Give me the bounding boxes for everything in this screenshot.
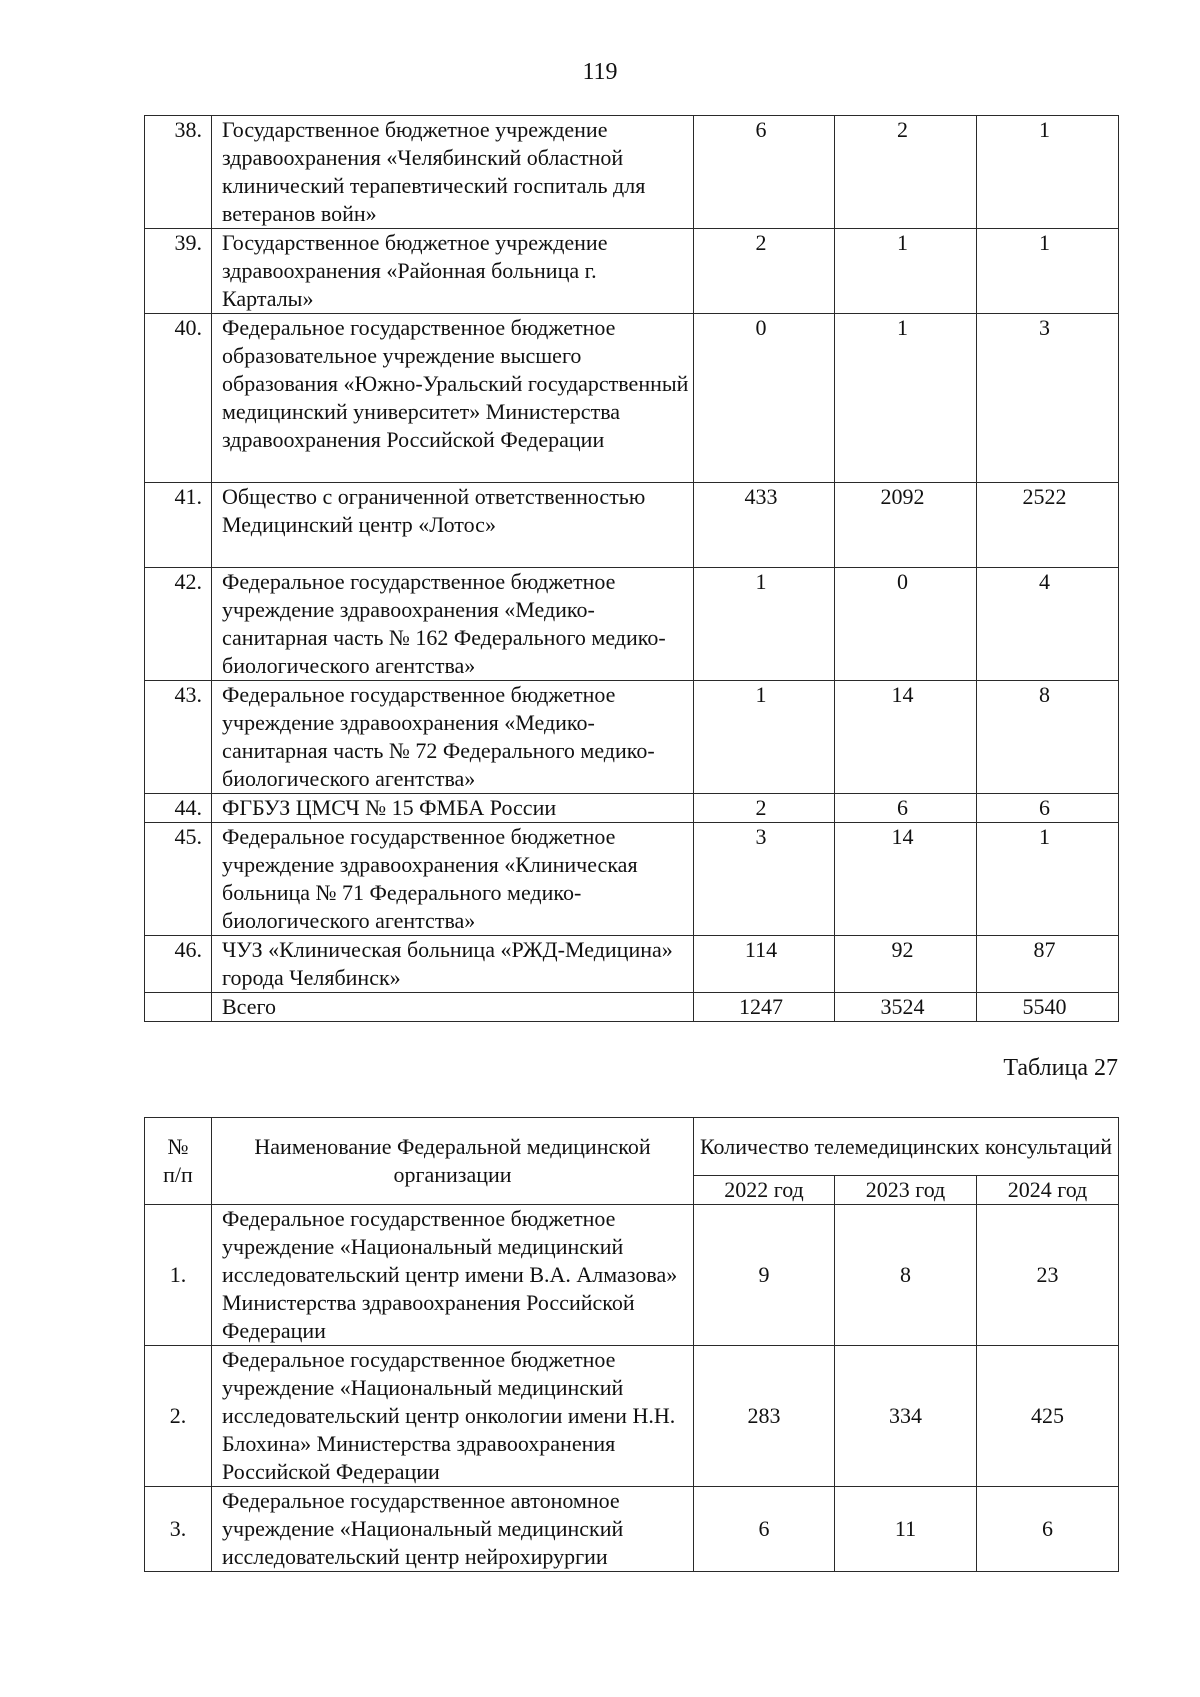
organization-name: Общество с ограниченной ответственностью Медицинский центр «Лотос» — [212, 483, 694, 568]
row-number: 41. — [145, 483, 212, 568]
row-number: 39. — [145, 229, 212, 314]
table-row — [145, 1205, 1119, 1346]
value-2024: 6 — [977, 794, 1119, 823]
row-number: 44. — [145, 794, 212, 823]
value-2022: 3 — [694, 823, 835, 936]
organization-name: Государственное бюджетное учреждение здравоохранения «Районная больница г. Карталы» — [212, 229, 694, 314]
header-2024: 2024 год — [977, 1176, 1119, 1205]
value-2024: 23 — [977, 1205, 1119, 1346]
row-number: 2. — [145, 1346, 212, 1487]
value-2023: 6 — [835, 794, 977, 823]
value-2023: 14 — [835, 681, 977, 794]
value-2024: 8 — [977, 681, 1119, 794]
value-2023: 334 — [835, 1346, 977, 1487]
value-2022: 433 — [694, 483, 835, 568]
table-row — [145, 681, 1119, 794]
value-2022: 6 — [694, 1487, 835, 1572]
value-2022: 283 — [694, 1346, 835, 1487]
value-2024: 1 — [977, 823, 1119, 936]
value-2022: 2 — [694, 229, 835, 314]
total-row — [145, 993, 1119, 1022]
table-row — [145, 116, 1119, 229]
table-row — [145, 568, 1119, 681]
value-2024: 4 — [977, 568, 1119, 681]
value-2024: 87 — [977, 936, 1119, 993]
table-row — [145, 483, 1119, 568]
row-number: 40. — [145, 314, 212, 483]
total-2024: 5540 — [977, 993, 1119, 1022]
value-2022: 114 — [694, 936, 835, 993]
value-2024: 1 — [977, 116, 1119, 229]
telemedicine-table — [144, 1117, 1119, 1572]
organization-name: Федеральное государственное бюджетное учреждение здравоохранения «Медико-санитарная часть № 72 Федерального медико-биологического агентства» — [212, 681, 694, 794]
total-2022: 1247 — [694, 993, 835, 1022]
row-number: 38. — [145, 116, 212, 229]
value-2023: 1 — [835, 229, 977, 314]
value-2022: 9 — [694, 1205, 835, 1346]
value-2023: 8 — [835, 1205, 977, 1346]
header-consultations: Количество телемедицинских консультаций — [694, 1118, 1119, 1176]
total-2023: 3524 — [835, 993, 977, 1022]
row-number: 1. — [145, 1205, 212, 1346]
row-number: 46. — [145, 936, 212, 993]
table-row — [145, 936, 1119, 993]
header-number — [145, 1118, 212, 1205]
continuation-table — [144, 115, 1119, 1022]
value-2023: 0 — [835, 568, 977, 681]
table-row — [145, 229, 1119, 314]
value-2024: 3 — [977, 314, 1119, 483]
value-2023: 2092 — [835, 483, 977, 568]
header-number-symbol: № — [167, 1134, 189, 1159]
value-2024: 6 — [977, 1487, 1119, 1572]
total-label: Всего — [212, 993, 694, 1022]
organization-name: Федеральное государственное бюджетное учреждение «Национальный медицинский исследовательский центр имени В.А. Алмазова» Министерства здравоохранения Российской Федерации — [212, 1205, 694, 1346]
value-2023: 92 — [835, 936, 977, 993]
value-2022: 0 — [694, 314, 835, 483]
organization-name: Федеральное государственное бюджетное учреждение «Национальный медицинский исследовательский центр онкологии имени Н.Н. Блохина» Министерства здравоохранения Российской Федерации — [212, 1346, 694, 1487]
row-number: 3. — [145, 1487, 212, 1572]
row-number — [145, 993, 212, 1022]
organization-name: Федеральное государственное бюджетное учреждение здравоохранения «Клиническая больница № 71 Федерального медико-биологического агентства» — [212, 823, 694, 936]
value-2023: 11 — [835, 1487, 977, 1572]
value-2022: 1 — [694, 568, 835, 681]
value-2023: 1 — [835, 314, 977, 483]
organization-name: Федеральное государственное бюджетное образовательное учреждение высшего образования «Южно-Уральский государственный медицинский университет» Министерства здравоохранения Российской Федерации — [212, 314, 694, 483]
value-2024: 1 — [977, 229, 1119, 314]
organization-name: Государственное бюджетное учреждение здравоохранения «Челябинский областной клинический терапевтический госпиталь для ветеранов войн» — [212, 116, 694, 229]
value-2024: 2522 — [977, 483, 1119, 568]
value-2022: 1 — [694, 681, 835, 794]
page-number: 119 — [582, 59, 618, 85]
table-row — [145, 314, 1119, 483]
header-number-abbr: п/п — [163, 1162, 193, 1187]
value-2022: 6 — [694, 116, 835, 229]
table-row — [145, 794, 1119, 823]
row-number: 43. — [145, 681, 212, 794]
header-organization: Наименование Федеральной медицинской организации — [212, 1118, 694, 1205]
organization-name: ЧУЗ «Клиническая больница «РЖД-Медицина» города Челябинск» — [212, 936, 694, 993]
organization-name: Федеральное государственное автономное учреждение «Национальный медицинский исследовательский центр нейрохирургии — [212, 1487, 694, 1572]
table-row — [145, 1346, 1119, 1487]
header-2022: 2022 год — [694, 1176, 835, 1205]
row-number: 42. — [145, 568, 212, 681]
value-2023: 2 — [835, 116, 977, 229]
header-2023: 2023 год — [835, 1176, 977, 1205]
organization-name: ФГБУЗ ЦМСЧ № 15 ФМБА России — [212, 794, 694, 823]
table-caption: Таблица 27 — [1003, 1055, 1118, 1081]
table-row — [145, 823, 1119, 936]
table-row — [145, 1487, 1119, 1572]
value-2023: 14 — [835, 823, 977, 936]
row-number: 45. — [145, 823, 212, 936]
value-2022: 2 — [694, 794, 835, 823]
organization-name: Федеральное государственное бюджетное учреждение здравоохранения «Медико-санитарная часть № 162 Федерального медико-биологического агентства» — [212, 568, 694, 681]
value-2024: 425 — [977, 1346, 1119, 1487]
